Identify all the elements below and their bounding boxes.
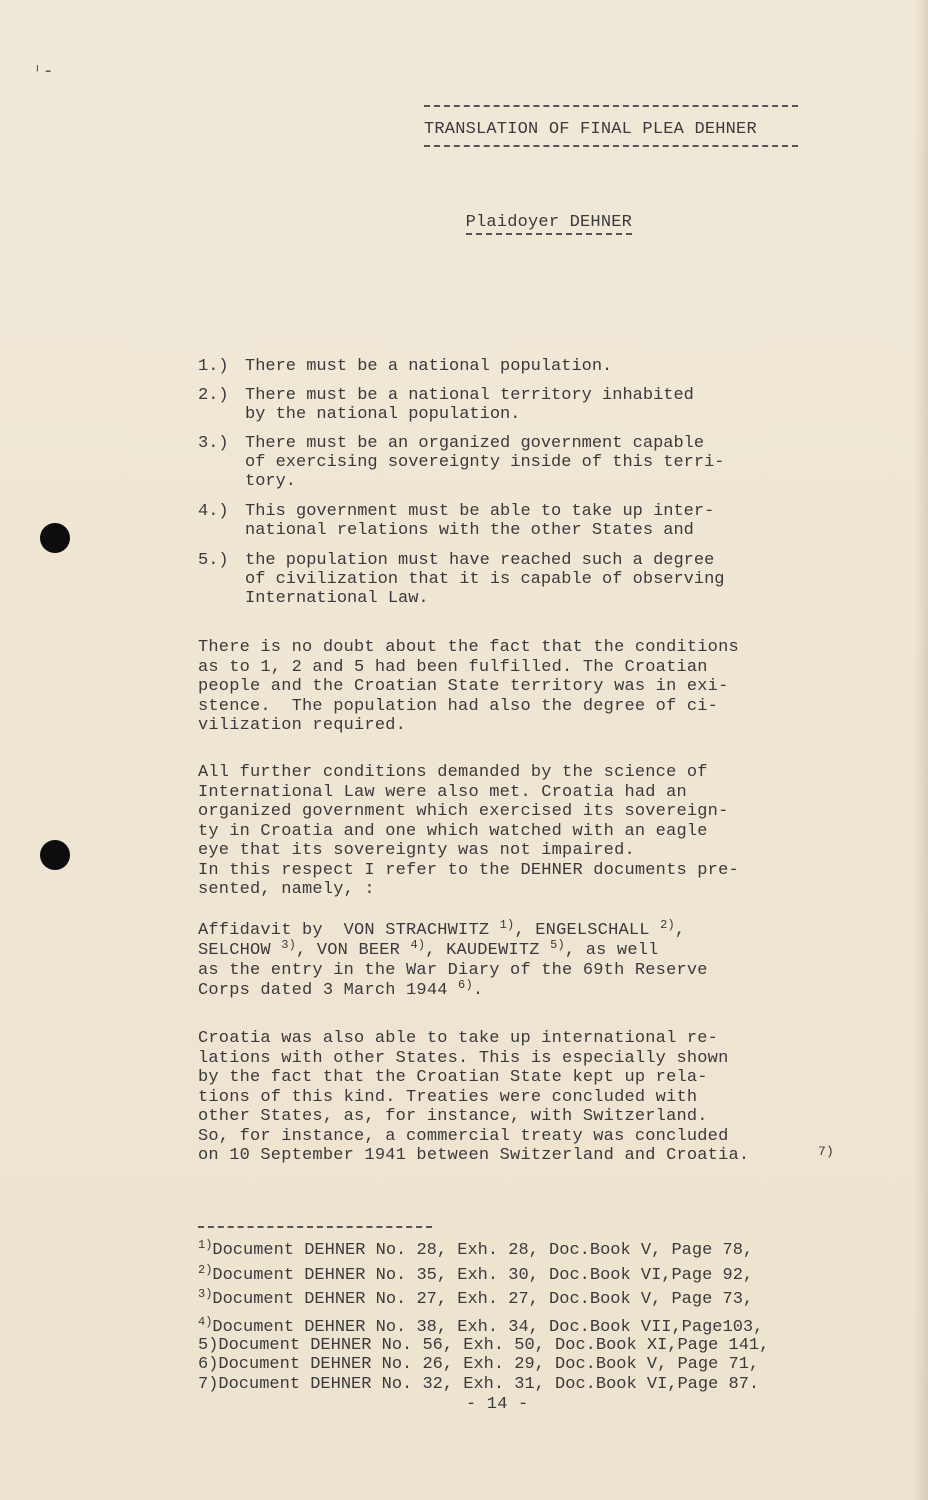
affidavits-line-2 [198, 938, 659, 962]
footnote-ref: 1) [499, 918, 515, 932]
footnote-item [198, 1315, 764, 1338]
condition-text: This government must be able to take up inter- national relations with the other States and [245, 502, 715, 540]
affidavit-text: Corps dated 3 March 1944 [198, 981, 459, 1000]
footnote-item [198, 1238, 754, 1261]
stray-mark: ᶦ‐ [32, 62, 54, 82]
affidavit-text: , [674, 921, 686, 940]
footnote-mark: 5) [198, 1336, 219, 1355]
condition-text: There must be an organized government capable of exercising sovereignty inside of this terri- tory. [245, 434, 725, 491]
footnote-mark: 3) [198, 1287, 213, 1301]
footnote-text: Document DEHNER No. 26, Exh. 29, Doc.Book V, Page 71, [218, 1355, 760, 1374]
footnote-mark: 7) [198, 1375, 219, 1394]
footnote-item [198, 1336, 769, 1355]
condition-number: 3.) [198, 434, 229, 453]
condition-text: the population must have reached such a degree of civilization that it is capable of observing International Law. [245, 551, 725, 608]
document-subtitle [424, 193, 632, 252]
header-bottom-rule [424, 145, 798, 147]
header-top-rule [424, 105, 798, 107]
page-number: - 14 - [466, 1395, 529, 1414]
condition-number: 5.) [198, 551, 229, 570]
footnote-ref-7: 7) [818, 1144, 835, 1159]
affidavit-text: , KAUDEWITZ [425, 941, 551, 960]
footnote-text: Document DEHNER No. 32, Exh. 31, Doc.Book VI,Page 87. [218, 1375, 760, 1394]
paragraph-international-relations: Croatia was also able to take up international re- lations with other States. This is especially shown by the fact that the Croatian State kept up rela- tions of this kind. Treaties were concluded with other States, as, for instance, with Switzerland. So, for instance, a commercial treaty was concluded on 10 September 1941 between Switzerland and Croatia. [198, 1029, 750, 1165]
subtitle-text: Plaidoyer DEHNER [466, 213, 632, 235]
punch-hole-bottom [40, 840, 70, 870]
condition-number: 2.) [198, 386, 229, 405]
footnote-item [198, 1287, 754, 1310]
footnote-ref: 3) [281, 938, 297, 952]
condition-text: There must be a national population. [245, 357, 613, 376]
footnote-text: Document DEHNER No. 56, Exh. 50, Doc.Book XI,Page 141, [218, 1336, 770, 1355]
paragraph-further-conditions: All further conditions demanded by the science of International Law were also met. Croatia had an organized government which exercised its sovereign- ty in Croatia and one which watched with an eagle eye that its sovereignty was not impaired. In this respect I refer to the DEHNER documents pre- sented, namely, : [198, 763, 739, 899]
condition-text: There must be a national territory inhabited by the national population. [245, 386, 694, 424]
affidavits-line-3: as the entry in the War Diary of the 69th Reserve [198, 961, 708, 980]
footnote-text: Document DEHNER No. 35, Exh. 30, Doc.Book VI,Page 92, [212, 1266, 754, 1285]
footnote-text: Document DEHNER No. 28, Exh. 28, Doc.Book V, Page 78, [212, 1241, 754, 1260]
footnote-ref: 5) [550, 938, 565, 952]
condition-number: 1.) [198, 357, 229, 376]
footnote-item [198, 1375, 759, 1394]
affidavit-text: . [472, 981, 484, 1000]
affidavit-text: , as well [564, 941, 659, 960]
footnote-item [198, 1355, 759, 1374]
footnote-mark: 4) [198, 1315, 213, 1329]
punch-hole-top [40, 523, 70, 553]
affidavit-text: SELCHOW [198, 941, 282, 960]
footnote-ref: 6) [458, 978, 473, 992]
footnote-item [198, 1263, 754, 1286]
paragraph-conditions-fulfilled: There is no doubt about the fact that the conditions as to 1, 2 and 5 had been fulfilled. The Croatian people and the Croatian State territory was in exi- stence. The population had also the degree of ci- vilization required. [198, 638, 739, 735]
document-title: TRANSLATION OF FINAL PLEA DEHNER [424, 120, 757, 139]
footnote-text: Document DEHNER No. 38, Exh. 34, Doc.Book VII,Page103, [212, 1318, 764, 1337]
page-edge-shadow [914, 0, 928, 1500]
footnote-ref: 2) [660, 918, 675, 932]
affidavits-line-1 [198, 918, 686, 942]
footnote-mark: 2) [198, 1263, 213, 1277]
footnote-ref: 4) [410, 938, 426, 952]
footnote-text: Document DEHNER No. 27, Exh. 27, Doc.Book V, Page 73, [212, 1290, 754, 1309]
affidavit-text: Affidavit by VON STRACHWITZ [198, 921, 500, 940]
footnote-mark: 6) [198, 1355, 219, 1374]
footnote-separator [198, 1226, 432, 1228]
affidavits-line-4 [198, 978, 484, 1002]
affidavit-text: , ENGELSCHALL [514, 921, 661, 940]
affidavit-text: , VON BEER [296, 941, 411, 960]
footnote-mark: 1) [198, 1238, 213, 1252]
condition-number: 4.) [198, 502, 229, 521]
